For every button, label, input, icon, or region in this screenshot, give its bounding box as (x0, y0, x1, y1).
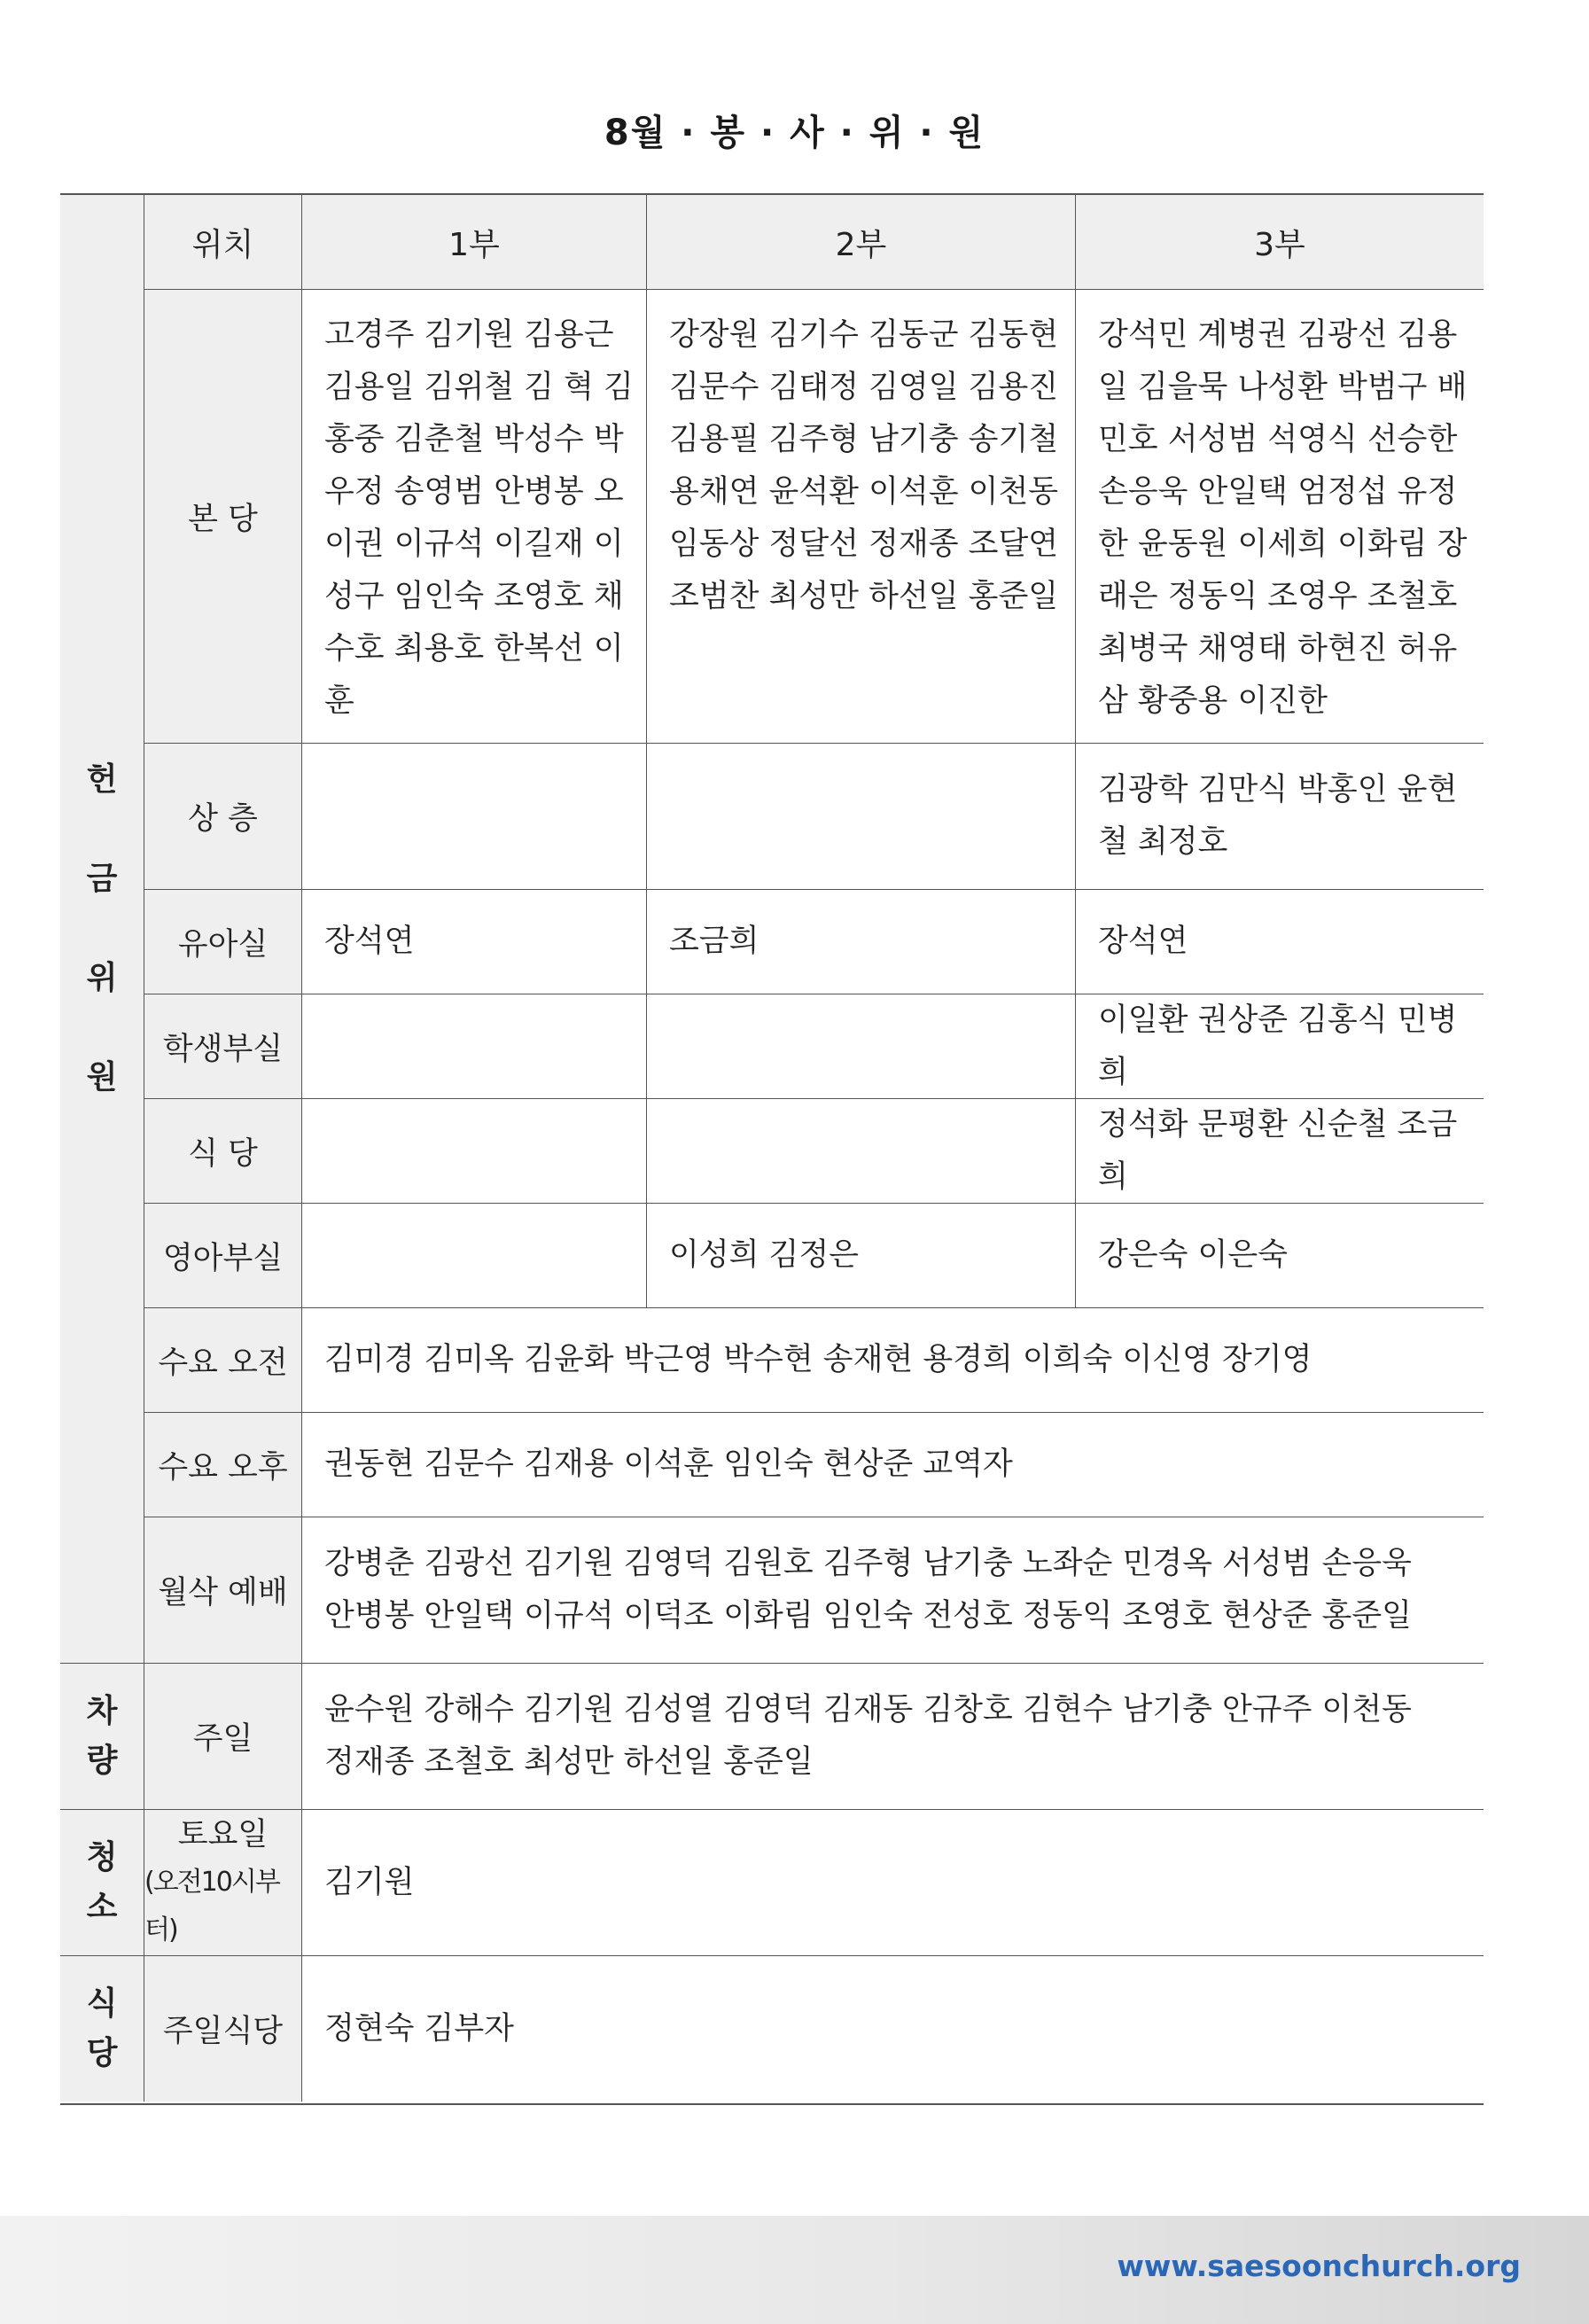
header-location: 위치 (144, 195, 301, 289)
group-label-char: 원 (86, 1059, 118, 1096)
group-label-char: 차 (86, 1693, 118, 1729)
student-part3: 이일환 권상준 김홍식 민병희 (1075, 994, 1484, 1098)
dining-part1 (301, 1098, 646, 1203)
row-label-wed-afternoon: 수요 오후 (144, 1412, 301, 1517)
infant-part3: 강은숙 이은숙 (1075, 1203, 1484, 1307)
header-part1: 1부 (301, 195, 646, 289)
row-label-upper-floor: 상 층 (144, 743, 301, 889)
row-label-monthly: 월삭 예배 (144, 1517, 301, 1663)
nursery-part3: 장석연 (1075, 889, 1484, 994)
group-vehicle-label (60, 1663, 144, 1809)
student-part2 (646, 994, 1075, 1098)
nursery-part1: 장석연 (301, 889, 646, 994)
page-title: 8월 · 봉 · 사 · 위 · 원 (604, 113, 985, 153)
nursery-part2: 조금희 (646, 889, 1075, 994)
group-label-char: 청 (86, 1839, 118, 1876)
row-label-vehicle-sunday: 주일 (144, 1663, 301, 1809)
cleaning-names: 김기원 (301, 1809, 1484, 1955)
cleaning-day: 토요일 (177, 1817, 269, 1852)
vehicle-line1: 윤수원 강해수 김기원 김성열 김영덕 김재동 김창호 김현수 남기충 안규주 이천동 (324, 1692, 1412, 1727)
group-offering-label (60, 195, 144, 1663)
monthly-line2: 안병봉 안일택 이규석 이덕조 이화림 임인숙 전성호 정동익 조영호 현상준 홍준일 (324, 1598, 1412, 1634)
group-label-char: 금 (86, 861, 118, 897)
group-cafeteria-label (60, 1955, 144, 2102)
main-hall-part1: 고경주 김기원 김용근 김용일 김위철 김 혁 김홍중 김춘철 박성수 박우정 송영범 안병봉 오이권 이규석 이길재 이성구 임인숙 조영호 채수호 최용호 한복선 이 훈 (301, 289, 646, 743)
group-label-char: 위 (86, 960, 118, 996)
volunteer-table (60, 193, 1484, 2105)
dining-part2 (646, 1098, 1075, 1203)
upper-floor-part2 (646, 743, 1075, 889)
row-label-wed-morning: 수요 오전 (144, 1307, 301, 1412)
infant-part2: 이성희 김정은 (646, 1203, 1075, 1307)
cafeteria-names: 정현숙 김부자 (301, 1955, 1484, 2102)
row-label-main-hall: 본 당 (144, 289, 301, 743)
vehicle-sunday-names (301, 1663, 1484, 1809)
row-label-infant: 영아부실 (144, 1203, 301, 1307)
group-label-char: 헌 (86, 761, 118, 798)
cleaning-time: (오전10시부터) (144, 1867, 279, 1946)
church-website-link[interactable]: www.saesoonchurch.org (1117, 2249, 1521, 2283)
wed-afternoon-names: 권동현 김문수 김재용 이석훈 임인숙 현상준 교역자 (301, 1412, 1484, 1517)
monthly-line1: 강병춘 김광선 김기원 김영덕 김원호 김주형 남기충 노좌순 민경옥 서성범 손응욱 (324, 1546, 1412, 1581)
main-hall-part2: 강장원 김기수 김동군 김동현 김문수 김태정 김영일 김용진 김용필 김주형 남기충 송기철 용채연 윤석환 이석훈 이천동 임동상 정달선 정재종 조달연 조범찬 최성만 하선일 홍준일 (646, 289, 1075, 743)
dining-part3: 정석화 문평환 신순철 조금희 (1075, 1098, 1484, 1203)
row-label-cleaning-sat (144, 1809, 301, 1955)
header-part3: 3부 (1075, 195, 1484, 289)
monthly-names (301, 1517, 1484, 1663)
row-label-cafeteria-sunday: 주일식당 (144, 1955, 301, 2102)
header-part2: 2부 (646, 195, 1075, 289)
vehicle-line2: 정재종 조철호 최성만 하선일 홍준일 (324, 1744, 814, 1780)
upper-floor-part3: 김광학 김만식 박홍인 윤현철 최정호 (1075, 743, 1484, 889)
main-hall-part3: 강석민 계병권 김광선 김용일 김을묵 나성환 박범구 배민호 서성범 석영식 선승한 손응욱 안일택 엄정섭 유정한 윤동원 이세희 이화림 장래은 정동익 조영우 조철호 최병국 채영태 하현진 허유삼 황중용 이진한 (1075, 289, 1484, 743)
group-cleaning-label (60, 1809, 144, 1955)
wed-morning-names: 김미경 김미옥 김윤화 박근영 박수현 송재현 용경희 이희숙 이신영 장기영 (301, 1307, 1484, 1412)
group-label-char: 식 (86, 1985, 118, 2022)
group-label-char: 량 (86, 1743, 118, 1779)
student-part1 (301, 994, 646, 1098)
row-label-nursery: 유아실 (144, 889, 301, 994)
infant-part1 (301, 1203, 646, 1307)
upper-floor-part1 (301, 743, 646, 889)
group-label-char: 당 (86, 2035, 118, 2071)
row-label-dining: 식 당 (144, 1098, 301, 1203)
group-label-char: 소 (86, 1889, 118, 1925)
row-label-student: 학생부실 (144, 994, 301, 1098)
